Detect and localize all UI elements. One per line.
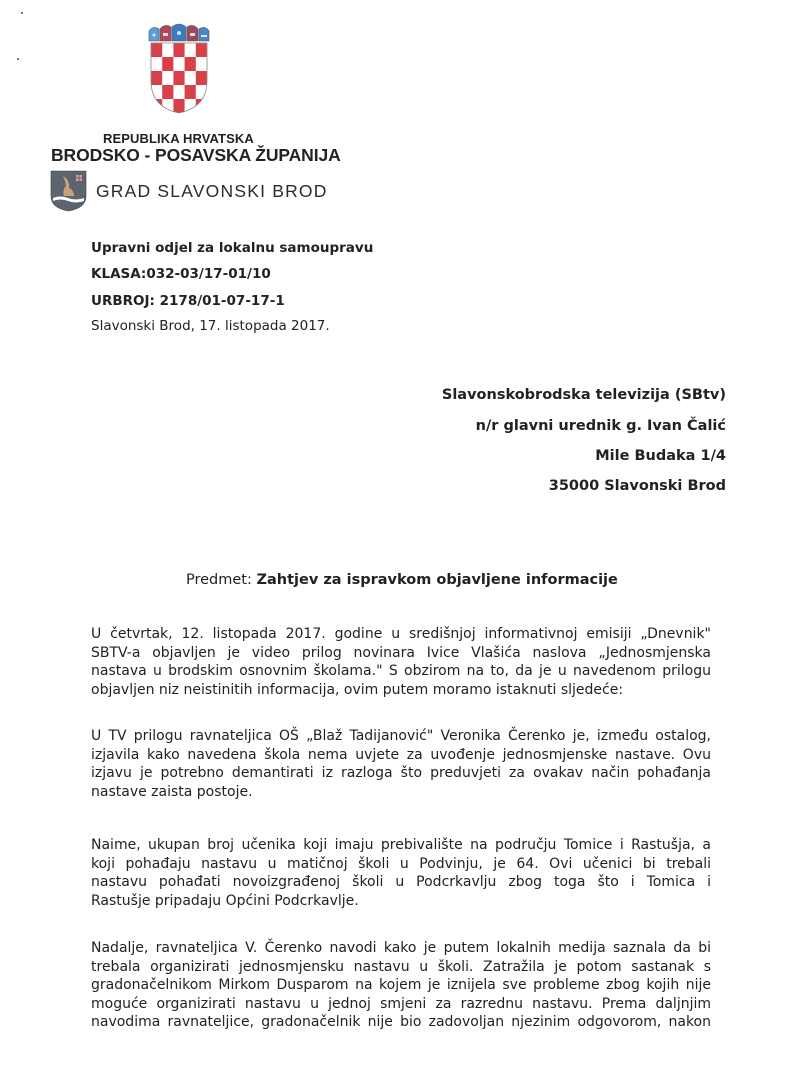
paragraph-2 — [91, 727, 711, 801]
subject-line — [186, 572, 618, 588]
recipient-city: 35000 Slavonski Brod — [548, 478, 726, 494]
paragraph-line: nastava u brodskim osnovnim školama." S obzirom na to, da je u navedenom prilogu — [91, 663, 711, 679]
subject-text: Zahtjev za ispravkom objavljene informacije — [256, 572, 618, 588]
city-name: GRAD SLAVONSKI BROD — [96, 181, 328, 201]
paragraph-line: Rastušje pripadaju Općini Podcrkavlje. — [91, 892, 359, 909]
recipient-attention: n/r glavni urednik g. Ivan Čalić — [475, 418, 726, 434]
paragraph-line: nastavu pohađati novoizgrađenoj školi u Podcrkavlju zbog toga što i Tomica i — [91, 874, 711, 890]
paragraph-1 — [91, 625, 711, 699]
subject-label: Predmet: — [186, 572, 257, 588]
paragraph-line: objavljen niz neistinitih informacija, ovim putem moramo istaknuti sljedeće: — [91, 681, 624, 698]
slavonski-brod-coat-of-arms-icon — [50, 170, 87, 212]
place-date: Slavonski Brod, 17. listopada 2017. — [91, 318, 330, 334]
urbroj-number: URBROJ: 2178/01-07-17-1 — [91, 293, 285, 309]
croatian-coat-of-arms-icon — [147, 23, 211, 115]
country-name: REPUBLIKA HRVATSKA — [103, 131, 254, 146]
paragraph-line: moguće organizirati nastavu u jednoj smjeni za razrednu nastavu. Prema daljnjim — [91, 995, 711, 1012]
scan-speck — [17, 58, 19, 60]
paragraph-line: U TV prilogu ravnateljica OŠ „Blaž Tadijanović" Veronika Čerenko je, između ostalog, — [91, 728, 711, 744]
paragraph-line: izjavu je potrebno demantirati iz razloga što preduvjeti za ovakav način pohađanja — [91, 765, 711, 781]
klasa-number: KLASA:032-03/17-01/10 — [91, 266, 271, 282]
paragraph-line: nastave zaista postoje. — [91, 783, 253, 800]
paragraph-line: SBTV-a objavljen je video prilog novinara Ivice Vlašića naslova „Jednosmjenska — [91, 644, 711, 661]
paragraph-3 — [91, 836, 711, 910]
paragraph-line: gradonačelnikom Mirkom Dusparom na kojem je iznijela sve probleme zbog kojih nije — [91, 977, 711, 993]
paragraph-line: Nadalje, ravnateljica V. Čerenko navodi kako je putem lokalnih medija saznala da bi — [91, 940, 711, 956]
county-name: BRODSKO - POSAVSKA ŽUPANIJA — [51, 145, 341, 165]
paragraph-4 — [91, 939, 711, 1032]
department-name: Upravni odjel za lokalnu samoupravu — [91, 240, 374, 256]
paragraph-line: izjavila kako navedena škola nema uvjete za uvođenje jednosmjenske nastave. Ovu — [91, 746, 711, 763]
paragraph-line: navodima ravnateljice, gradonačelnik nije bio zadovoljan njezinim odgovorom, nakon — [91, 1014, 711, 1030]
recipient-organization: Slavonskobrodska televizija (SBtv) — [441, 387, 726, 403]
paragraph-line: Naime, ukupan broj učenika koji imaju prebivalište na području Tomice i Rastušja, a — [91, 837, 711, 853]
scan-speck — [21, 12, 23, 14]
paragraph-line: koji pohađaju nastavu u matičnoj školi u Podvinju, je 64. Ovi učenici bi trebali — [91, 855, 711, 872]
paragraph-line: U četvrtak, 12. listopada 2017. godine u središnjoj informativnoj emisiji „Dnevnik" — [91, 626, 711, 642]
paragraph-line: trebala organizirati jednosmjensku nastavu u školi. Zatražila je potom sastanak s — [91, 958, 711, 975]
recipient-street: Mile Budaka 1/4 — [595, 448, 726, 464]
